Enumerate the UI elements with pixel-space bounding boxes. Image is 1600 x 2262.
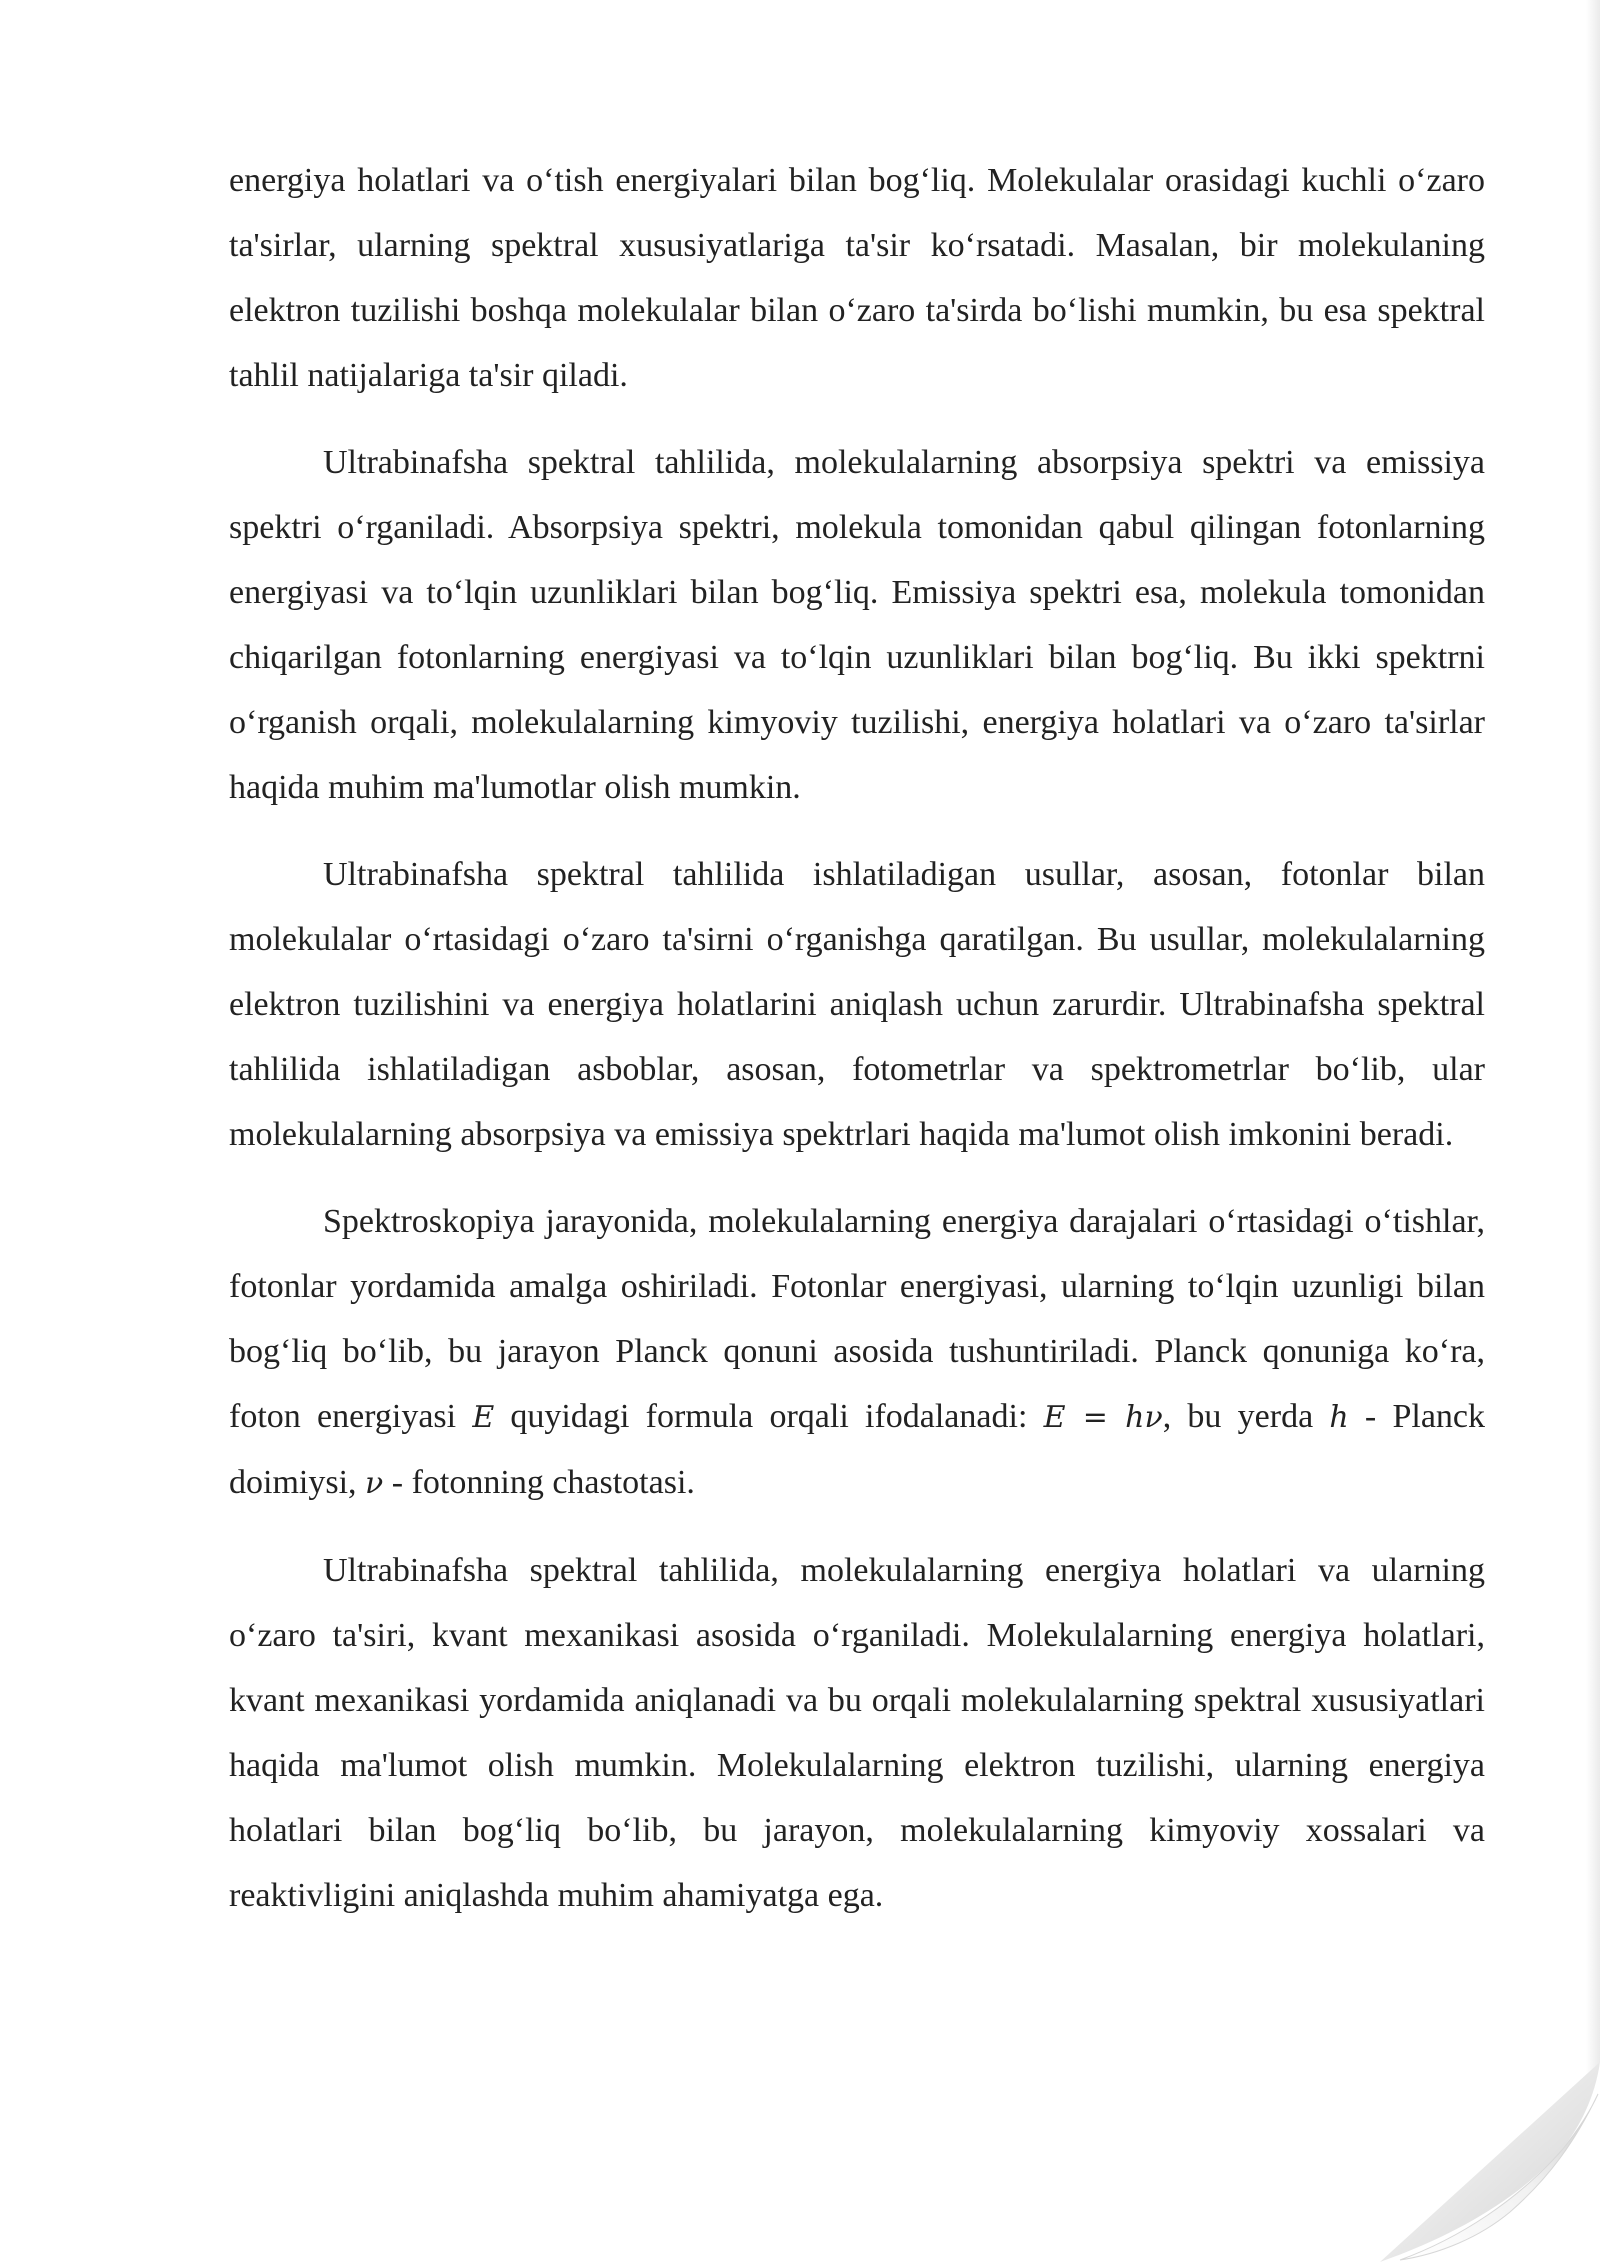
paragraph-3: Ultrabinafsha spektral tahlilida ishlatiladigan usullar, asosan, fotonlar bilan molekulalar o‘rtasidagi o‘zaro ta'sirni o‘rganishga qaratilgan. Bu usullar, molekulalarning elektron tuzilishini va energiya holatlarini aniqlash uchun zarurdir. Ultrabinafsha spektral tahlilida ishlatiladigan asboblar, asosan, fotometrlar va spektrometrlar bo‘lib, ular molekulalarning absorpsiya va emissiya spektrlari haqida ma'lumot olish imkonini beradi. bbox=[229, 856, 1485, 1153]
planck-formula: E = hν bbox=[1043, 1400, 1163, 1435]
paragraph-4-text-4: - Planck doimiysi, bbox=[229, 1398, 1486, 1501]
paragraph-5: Ultrabinafsha spektral tahlilida, molekulalarning energiya holatlari va ularning o‘zaro ta'siri, kvant mexanikasi asosida o‘rganiladi. Molekulalarning energiya holatlari, kvant mexanikasi yordamida aniqlanadi va bu orqali molekulalarning spektral xususiyatlari haqida ma'lumot olish mumkin. Molekulalarning elektron tuzilishi, ularning energiya holatlari bilan bog‘liq bo‘lib, bu jarayon, molekulalarning kimyoviy xossalari va reaktivligini aniqlashda muhim ahamiyatga ega. bbox=[229, 1552, 1485, 1914]
page-curl-icon bbox=[1340, 2002, 1600, 2262]
paragraph-4-text-1: Spektroskopiya jarayonida, molekulalarning energiya darajalari o‘rtasidagi o‘tishlar, fotonlar yordamida amalga oshiriladi. Fotonlar energiyasi, ularning to‘lqin uzunligi bilan bog‘liq bo‘lib, bu jarayon Planck qonuni asosida tushuntiriladi. Planck qonuniga ko‘ra, foton energiyasi bbox=[229, 1203, 1485, 1435]
paragraph-4 bbox=[229, 1189, 1485, 1516]
math-symbol-planck-constant: h bbox=[1329, 1400, 1349, 1435]
paragraph-4-text-2: quyidagi formula orqali ifodalanadi: bbox=[494, 1398, 1044, 1435]
page-edge-shadow bbox=[1586, 0, 1600, 2262]
paragraph-1: energiya holatlari va o‘tish energiyalari bilan bog‘liq. Molekulalar orasidagi kuchli o‘zaro ta'sirlar, ularning spektral xususiyatlariga ta'sir ko‘rsatadi. Masalan, bir molekulaning elektron tuzilishi boshqa molekulalar bilan o‘zaro ta'sirda bo‘lishi mumkin, bu esa spektral tahlil natijalariga ta'sir qiladi. bbox=[229, 162, 1485, 394]
math-symbol-energy: E bbox=[472, 1400, 495, 1435]
paragraph-4-text-3: , bu yerda bbox=[1162, 1398, 1330, 1435]
math-symbol-frequency: ν bbox=[365, 1466, 384, 1501]
paragraph-4-text-5: - fotonning chastotasi. bbox=[383, 1464, 695, 1501]
document-body bbox=[229, 148, 1485, 1950]
paragraph-2: Ultrabinafsha spektral tahlilida, molekulalarning absorpsiya spektri va emissiya spektri o‘rganiladi. Absorpsiya spektri, molekula tomonidan qabul qilingan fotonlarning energiyasi va to‘lqin uzunliklari bilan bog‘liq. Emissiya spektri esa, molekula tomonidan chiqarilgan fotonlarning energiyasi va to‘lqin uzunliklari bilan bog‘liq. Bu ikki spektrni o‘rganish orqali, molekulalarning kimyoviy tuzilishi, energiya holatlari va o‘zaro ta'sirlar haqida muhim ma'lumotlar olish mumkin. bbox=[229, 444, 1485, 806]
